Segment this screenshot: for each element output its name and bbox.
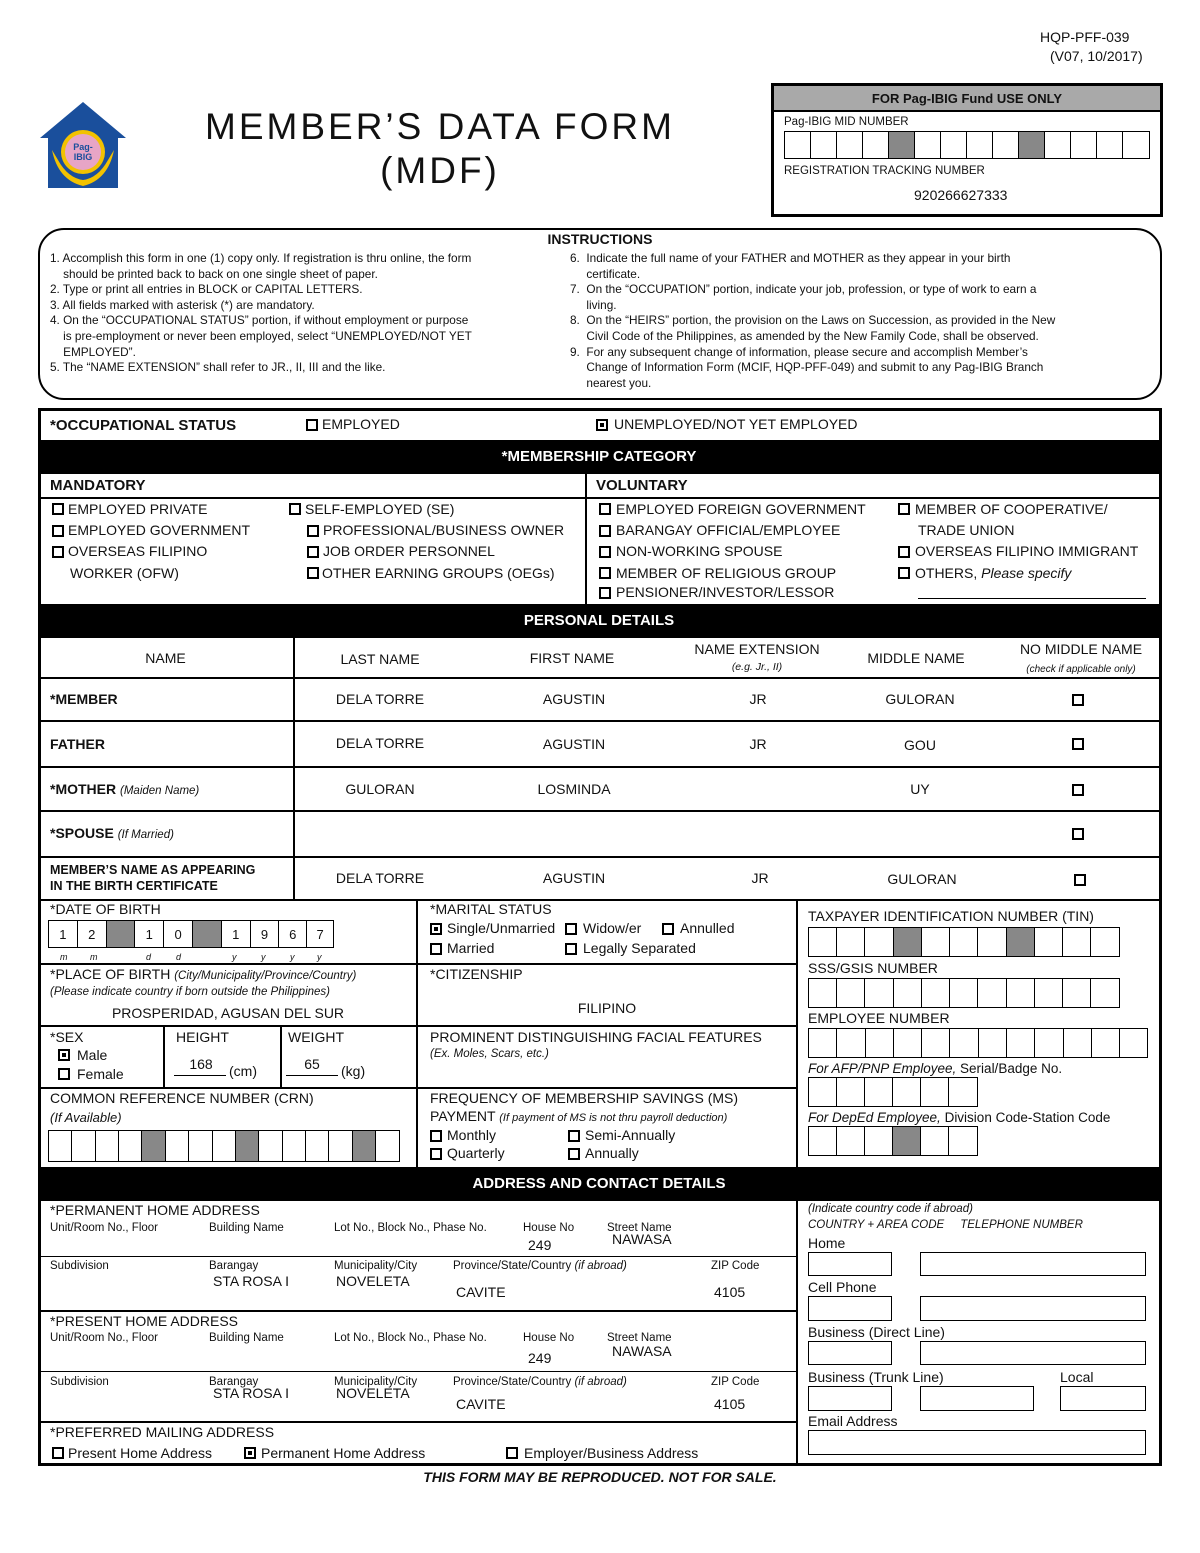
divider [796,899,798,1167]
unemployed-option: UNEMPLOYED/NOT YET EMPLOYED [614,416,858,432]
form-code: HQP-PFF-039 [1040,29,1130,45]
dob-label: *DATE OF BIRTH [50,901,161,917]
birth-cert-last-name[interactable]: DELA TORRE [335,870,425,886]
email-input[interactable] [808,1430,1146,1455]
ofi-option: OVERSEAS FILIPINO IMMIGRANT [915,543,1139,559]
present-address-label: *PRESENT HOME ADDRESS [50,1313,239,1329]
divider [796,1201,798,1465]
married-option: Married [447,940,495,956]
job-order-checkbox[interactable] [307,546,319,558]
mother-last-name[interactable]: GULORAN [345,781,415,797]
cooperative-option-cont: TRADE UNION [918,522,1015,538]
divider [38,963,798,965]
last-name-header: LAST NAME [340,651,420,667]
pensioner-option: PENSIONER/INVESTOR/LESSOR [616,584,835,600]
member-last-name[interactable]: DELA TORRE [335,691,425,707]
mid-number-cells[interactable] [784,131,1150,159]
weight-label: WEIGHT [288,1029,344,1045]
widow-option: Widow/er [583,920,642,936]
non-working-spouse-checkbox[interactable] [599,546,611,558]
annually-option: Annually [585,1145,639,1161]
birth-cert-no-middle-checkbox[interactable] [1074,874,1086,886]
dob-legend-y3: y [290,952,295,962]
pres-municipality-value[interactable]: NOVELETA [336,1385,410,1401]
divider [38,1310,798,1312]
pres-barangay-label: Barangay [209,1376,259,1388]
employed-checkbox[interactable] [306,419,318,431]
perm-zip-label: ZIP Code [711,1260,760,1272]
mailing-present-option: Present Home Address [68,1445,212,1461]
father-middle-name[interactable]: GOU [904,737,936,753]
features-note: (Ex. Moles, Scars, etc.) [430,1048,549,1060]
pres-street-value[interactable]: NAWASA [612,1343,672,1359]
male-checkbox[interactable] [58,1049,70,1061]
afp-cells[interactable] [808,1077,978,1107]
spouse-no-middle-checkbox[interactable] [1072,828,1084,840]
cooperative-checkbox[interactable] [898,503,910,515]
business-direct-input[interactable] [920,1341,1146,1365]
business-direct-area-input[interactable] [808,1341,892,1365]
birth-cert-first-name[interactable]: AGUSTIN [542,870,606,886]
member-middle-name[interactable]: GULORAN [885,691,955,707]
divider [38,810,1162,812]
instructions-right: 6. Indicate the full name of your FATHER and MOTHER as they appear in your birth certificate. 7. On the “OCCUPATION” portion, indicate your job, profession, or type of work to earn a living. 8. On the “HEIRS” portion, the provision on the Laws on Succession, as provided in the New Civil Code of the Philippines, as amended by the New Family Code, shall be observed. 9. For any subsequent change of information, please secure and accomplish Member’s Change of Information Form (MCIF, HQP-PFF-049) and submit to any Pag-IBIG Branch nearest you. [570,251,1056,390]
dob-cells[interactable] [48,920,334,948]
dob-digit: 7 [316,926,324,942]
sex-label: *SEX [50,1029,84,1045]
freq-label: FREQUENCY OF MEMBERSHIP SAVINGS (MS) [430,1090,739,1106]
self-employed-checkbox[interactable] [289,503,301,515]
dob-legend-y2: y [261,952,266,962]
freq-note: (If payment of MS is not thru payroll deduction) [499,1112,728,1124]
perm-abroad-note: (if abroad) [574,1260,627,1272]
divider [38,720,1162,722]
dob-separator [107,921,136,947]
semi-annually-checkbox[interactable] [568,1130,580,1142]
dob-separator [193,921,222,947]
sss-cells[interactable] [808,978,1120,1008]
afp-label: For AFP/PNP Employee, [808,1061,957,1076]
pob-note2: (Please indicate country if born outside the Philippines) [50,986,330,998]
no-middle-name-header: NO MIDDLE NAME [1019,641,1143,657]
barangay-checkbox[interactable] [599,525,611,537]
name-header: NAME [145,650,186,666]
male-option: Male [77,1047,108,1063]
address-details-bar: ADDRESS AND CONTACT DETAILS [38,1167,1160,1201]
local-input[interactable] [1060,1386,1146,1411]
citizenship-value[interactable]: FILIPINO [577,1000,637,1016]
mailing-employer-checkbox[interactable] [506,1447,518,1459]
monthly-checkbox[interactable] [430,1130,442,1142]
father-row-label: FATHER [50,736,105,752]
self-employed-option: SELF-EMPLOYED (SE) [305,501,455,517]
perm-street-label: Street Name [607,1222,672,1234]
others-specify-line[interactable] [918,598,1146,599]
divider [38,899,1162,901]
perm-province-label [453,1260,627,1273]
mailing-permanent-checkbox[interactable] [244,1447,256,1459]
father-first-name[interactable]: AGUSTIN [542,736,606,752]
ofw-option-cont: WORKER (OFW) [70,565,179,581]
professional-checkbox[interactable] [307,525,319,537]
height-unit: (cm) [229,1063,257,1079]
dob-digit: 9 [251,921,280,947]
mandatory-heading: MANDATORY [50,477,146,494]
others-label: OTHERS, [915,565,982,581]
name-extension-note: (e.g. Jr., II) [731,661,783,673]
pres-province-label-text: Province/State/Country [453,1376,572,1388]
employee-number-label: EMPLOYEE NUMBER [808,1010,950,1026]
middle-name-header: MIDDLE NAME [867,650,965,666]
dob-legend-m1: m [60,952,68,962]
perm-subdivision-label: Subdivision [50,1260,109,1272]
pres-abroad-note: (if abroad) [574,1376,627,1388]
mother-note: (Maiden Name) [120,785,200,797]
birth-cert-label-cont: IN THE BIRTH CERTIFICATE [50,879,218,893]
perm-province-label-text: Province/State/Country [453,1260,572,1272]
others-checkbox[interactable] [898,567,910,579]
foreign-gov-checkbox[interactable] [599,503,611,515]
dob-digit: 1 [49,921,78,947]
female-option: Female [77,1066,124,1082]
father-name-extension[interactable]: JR [749,736,767,752]
weight-unit: (kg) [341,1063,366,1079]
annulled-option: Annulled [680,920,735,936]
business-trunk-label: Business (Trunk Line) [808,1369,944,1385]
pres-province-value[interactable]: CAVITE [456,1396,506,1412]
perm-barangay-label: Barangay [209,1260,259,1272]
svg-text:Pag-: Pag- [73,142,93,152]
non-working-spouse-option: NON-WORKING SPOUSE [616,543,783,559]
voluntary-heading: VOLUNTARY [596,477,688,494]
annulled-checkbox[interactable] [662,923,674,935]
separated-checkbox[interactable] [565,943,577,955]
deped-cells[interactable] [808,1126,978,1156]
birth-cert-middle-name[interactable]: GULORAN [887,871,957,887]
ofw-option: OVERSEAS FILIPINO [68,543,208,559]
pres-zip-label: ZIP Code [711,1376,760,1388]
mailing-present-checkbox[interactable] [52,1447,64,1459]
pres-municipality-label: Municipality/City [334,1376,418,1388]
quarterly-option: Quarterly [447,1145,505,1161]
female-checkbox[interactable] [58,1068,70,1080]
monthly-option: Monthly [447,1127,497,1143]
divider [163,1025,165,1087]
divider [38,1256,798,1257]
widow-checkbox[interactable] [565,923,577,935]
tin-cells[interactable] [808,927,1120,957]
business-trunk-input[interactable] [920,1386,1034,1411]
member-first-name[interactable]: AGUSTIN [542,691,606,707]
pres-lot-label: Lot No., Block No., Phase No. [334,1332,487,1344]
dob-digit: 0 [164,921,193,947]
svg-text:IBIG: IBIG [73,152,93,162]
pensioner-checkbox[interactable] [599,587,611,599]
mailing-address-label: *PREFERRED MAILING ADDRESS [50,1424,275,1440]
footer-note: THIS FORM MAY BE REPRODUCED. NOT FOR SALE. [423,1469,777,1485]
marital-status-label: *MARITAL STATUS [430,901,552,917]
membership-category-bar: *MEMBERSHIP CATEGORY [38,440,1160,474]
pres-street-label: Street Name [607,1332,672,1344]
perm-barangay-value[interactable]: STA ROSA I [213,1273,289,1289]
freq-label-line2 [430,1109,727,1126]
no-middle-name-note: (check if applicable only) [1026,664,1136,675]
others-option [915,566,1071,581]
ofw-checkbox[interactable] [52,546,64,558]
sss-label: SSS/GSIS NUMBER [808,960,938,976]
business-trunk-area-input[interactable] [808,1386,892,1411]
dob-legend-y1: y [232,952,237,962]
pres-house-label: House No [523,1332,575,1344]
mother-row-label [50,782,199,798]
mother-label: *MOTHER [50,781,117,797]
deped-label-line [808,1110,1110,1125]
freq-label-cont: PAYMENT [430,1108,496,1124]
married-checkbox[interactable] [430,943,442,955]
dob-legend-d2: d [176,952,182,962]
mother-first-name[interactable]: LOSMINDA [537,781,611,797]
divider [38,856,1162,858]
perm-municipality-label: Municipality/City [334,1260,418,1272]
father-no-middle-checkbox[interactable] [1072,738,1084,750]
pres-subdivision-label: Subdivision [50,1376,109,1388]
perm-street-value[interactable]: NAWASA [612,1231,672,1247]
pob-label-line [50,967,356,983]
spouse-label: *SPOUSE [50,825,114,841]
spouse-row-label [50,826,174,842]
mailing-employer-option: Employer/Business Address [524,1445,699,1461]
crn-label: COMMON REFERENCE NUMBER (CRN) [50,1090,314,1106]
dob-legend-d1: d [146,952,152,962]
professional-option: PROFESSIONAL/BUSINESS OWNER [323,522,565,538]
pres-unit-label: Unit/Room No., Floor [50,1332,159,1344]
divider [38,497,1162,499]
pres-barangay-value[interactable]: STA ROSA I [213,1385,289,1401]
form-title: MEMBER’S DATA FORM [205,106,675,147]
religious-checkbox[interactable] [599,567,611,579]
instructions-heading: INSTRUCTIONS [547,231,653,247]
height-value[interactable]: 168 [189,1056,213,1072]
pob-note: (City/Municipality/Province/Country) [174,970,357,982]
oeg-checkbox[interactable] [307,567,319,579]
afp-label-rest: Serial/Badge No. [956,1061,1063,1076]
divider [38,1087,798,1089]
divider [280,1025,282,1087]
crn-note: (If Available) [50,1110,122,1125]
instructions-left: 1. Accomplish this form in one (1) copy only. If registration is thru online, the form should be printed back to back on one single sheet of paper. 2. Type or print all entries in BLOCK or CAPITAL LETTERS. 3. All fields marked with asterisk (*) are mandatory. 4. On the “OCCUPATIONAL STATUS” portion, if without employment or purpose is pre-employment or never been employed, select “UNEMPLOYED/NOT YET EMPLOYED”. 5. The “NAME EXTENSION” shall refer to JR., II, III and the like. [50,251,472,375]
divider [38,1421,798,1423]
employed-private-option: EMPLOYED PRIVATE [68,501,208,517]
email-label: Email Address [808,1413,898,1429]
form-subtitle: (MDF) [380,150,500,191]
divider [416,899,418,1167]
barangay-option: BARANGAY OFFICIAL/EMPLOYEE [616,522,841,538]
please-specify: Please specify [981,565,1072,581]
rtn-value: 920266627333 [914,187,1008,203]
perm-lot-label: Lot No., Block No., Phase No. [334,1222,487,1234]
pob-value[interactable]: PROSPERIDAD, AGUSAN DEL SUR [111,1005,345,1021]
home-phone-input[interactable] [920,1252,1146,1276]
first-name-header: FIRST NAME [529,650,615,666]
business-direct-label: Business (Direct Line) [808,1324,945,1340]
divider [38,766,1162,768]
employed-government-option: EMPLOYED GOVERNMENT [68,522,251,538]
divider [38,1025,798,1027]
occupational-status-label: *OCCUPATIONAL STATUS [50,417,237,434]
divider [38,677,1162,679]
birth-cert-name-extension[interactable]: JR [751,870,769,886]
home-area-code-input[interactable] [808,1252,892,1276]
father-last-name[interactable]: DELA TORRE [335,735,425,751]
separated-option: Legally Separated [583,940,696,956]
oeg-option: OTHER EARNING GROUPS (OEGs) [322,565,555,581]
dob-legend-y4: y [317,952,322,962]
pob-label: *PLACE OF BIRTH [50,966,171,982]
height-label: HEIGHT [176,1029,229,1045]
employed-private-checkbox[interactable] [52,503,64,515]
afp-label-line [808,1061,1062,1076]
cell-phone-label: Cell Phone [808,1279,877,1295]
office-use-heading: FOR Pag-IBIG Fund USE ONLY [871,91,1063,106]
perm-house-label: House No [523,1222,575,1234]
employed-option: EMPLOYED [322,416,400,432]
ofi-checkbox[interactable] [898,546,910,558]
mailing-permanent-option: Permanent Home Address [261,1445,426,1461]
cooperative-option: MEMBER OF COOPERATIVE/ [915,501,1108,517]
mother-no-middle-checkbox[interactable] [1072,784,1084,796]
home-phone-label: Home [808,1235,846,1251]
perm-house-value[interactable]: 249 [528,1237,552,1253]
spouse-note: (If Married) [117,829,174,841]
religious-option: MEMBER OF RELIGIOUS GROUP [616,565,837,581]
citizenship-label: *CITIZENSHIP [430,966,523,982]
form-version: (V07, 10/2017) [1050,48,1143,64]
quarterly-checkbox[interactable] [430,1148,442,1160]
mid-number-label: Pag-IBIG MID NUMBER [784,116,909,128]
dob-digit: 1 [222,921,251,947]
job-order-option: JOB ORDER PERSONNEL [323,543,495,559]
cell-area-code-input[interactable] [808,1296,892,1321]
dob-digit: 1 [135,921,164,947]
member-no-middle-checkbox[interactable] [1072,694,1084,706]
employee-number-cells[interactable] [808,1028,1148,1058]
height-underline [174,1075,226,1076]
semi-annually-option: Semi-Annually [585,1127,676,1143]
perm-zip-value[interactable]: 4105 [714,1284,746,1300]
permanent-address-label: *PERMANENT HOME ADDRESS [50,1202,260,1218]
perm-building-label: Building Name [209,1222,284,1234]
local-label: Local [1060,1369,1094,1385]
pagibig-logo [38,100,128,192]
perm-municipality-value[interactable]: NOVELETA [336,1273,410,1289]
annually-checkbox[interactable] [568,1148,580,1160]
cell-phone-input[interactable] [920,1296,1146,1321]
unemployed-checkbox[interactable] [596,419,608,431]
crn-cells[interactable] [48,1130,400,1162]
dob-digit: 2 [78,921,107,947]
contact-header: COUNTRY + AREA CODE TELEPHONE NUMBER [808,1219,1083,1231]
personal-details-bar: PERSONAL DETAILS [38,604,1160,638]
single-option: Single/Unmarried [447,920,556,936]
member-name-extension[interactable]: JR [749,691,767,707]
member-row-label: *MEMBER [50,691,118,707]
employed-government-checkbox[interactable] [52,525,64,537]
country-code-note: (Indicate country code if abroad) [808,1203,973,1215]
pres-zip-value[interactable]: 4105 [714,1396,746,1412]
deped-label-rest: Division Code-Station Code [940,1110,1111,1125]
foreign-gov-option: EMPLOYED FOREIGN GOVERNMENT [616,501,866,517]
single-checkbox[interactable] [430,923,442,935]
birth-cert-label: MEMBER’S NAME AS APPEARING [50,863,256,877]
deped-label: For DepEd Employee, [808,1110,941,1125]
tin-label: TAXPAYER IDENTIFICATION NUMBER (TIN) [808,908,1094,924]
weight-value[interactable]: 65 [304,1056,320,1072]
perm-unit-label: Unit/Room No., Floor [50,1222,159,1234]
dob-legend-m2: m [90,952,98,962]
perm-province-value[interactable]: CAVITE [456,1284,506,1300]
pres-house-value[interactable]: 249 [528,1350,552,1366]
features-label: PROMINENT DISTINGUISHING FACIAL FEATURES [430,1029,762,1045]
rtn-label: REGISTRATION TRACKING NUMBER [784,165,985,177]
pres-building-label: Building Name [209,1332,284,1344]
mother-middle-name[interactable]: UY [910,781,930,797]
dob-digit: 6 [279,921,307,947]
divider [38,1371,798,1372]
pres-province-label [453,1376,627,1389]
divider [585,474,587,604]
name-extension-header: NAME EXTENSION [694,641,820,657]
weight-underline [286,1075,338,1076]
